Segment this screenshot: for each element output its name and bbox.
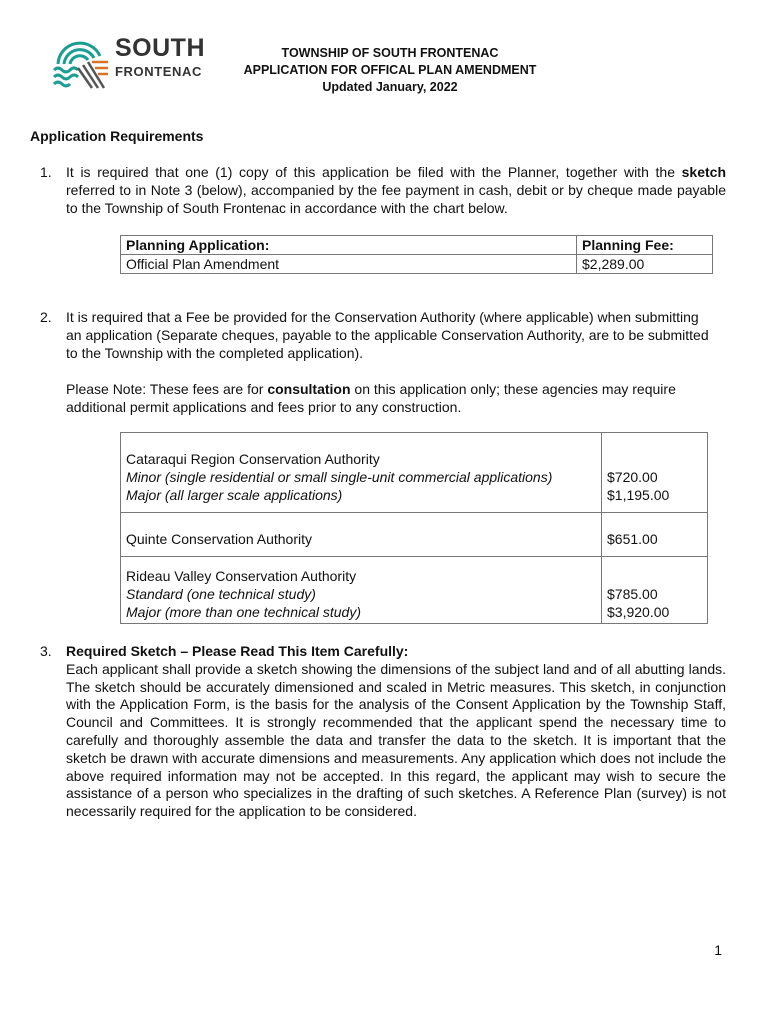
item-text: It is required that a Fee be provided for the Conservation Authority (where applicable) when submitting an application (Separate cheques, payable to the applicable Conservation Authority, are to be submitted to the Township with the completed application). — [66, 309, 709, 361]
logo-text-frontenac: FRONTENAC — [115, 64, 203, 79]
fee-amount: $785.00 — [607, 586, 658, 602]
fee-amount: $651.00 — [602, 513, 708, 557]
fee-label: Minor (single residential or small single-unit commercial applications) — [126, 469, 553, 485]
item-1 — [40, 163, 726, 217]
table-cell: Official Plan Amendment — [121, 255, 577, 274]
item-title: Required Sketch – Please Read This Item Carefully: — [66, 643, 409, 659]
authority-name: Quinte Conservation Authority — [121, 513, 602, 557]
authority-name: Cataraqui Region Conservation Authority — [126, 451, 380, 467]
planning-fee-table — [120, 235, 713, 274]
item-number: 3. — [40, 643, 52, 659]
item-3 — [40, 643, 726, 821]
page-number: 1 — [714, 942, 722, 958]
header-line-2: APPLICATION FOR OFFICAL PLAN AMENDMENT — [243, 63, 537, 77]
table-header: Planning Fee: — [577, 236, 713, 255]
table-header: Planning Application: — [121, 236, 577, 255]
document-header — [200, 45, 580, 96]
item-bold: sketch — [681, 164, 726, 180]
header-line-3: Updated January, 2022 — [322, 80, 458, 94]
logo-text-south: SOUTH — [115, 34, 205, 62]
table-row — [121, 557, 708, 624]
header-line-1: TOWNSHIP OF SOUTH FRONTENAC — [281, 46, 499, 60]
south-frontenac-logo — [50, 32, 220, 92]
item-text: Each applicant shall provide a sketch showing the dimensions of the subject land and of all abutting lands. The sketch should be accurately dimensioned and scaled in Metric measures. This sketch, in conjunction with the Application Form, is the basis for the analysis of the Consent Application by the Township Staff, Council and Committees. It is strongly recommended that the applicant spend the necessary time to carefully and thoroughly assemble the data and transfer the data to the sketch. It is important that the sketch be drawn with accurate dimensions and measurements. Any application which does not include the above required information may not be accepted. In this regard, the applicant may wish to secure the assistance of a person who specializes in the drafting of such sketches. A Reference Plan (survey) is not necessarily required for the application to be considered. — [66, 660, 726, 820]
fee-amount: $1,195.00 — [607, 487, 670, 503]
note-bold: consultation — [267, 381, 351, 397]
item-text: It is required that one (1) copy of this application be filed with the Planner, together with the — [66, 164, 682, 180]
table-row — [121, 433, 708, 513]
item-2 — [40, 308, 716, 416]
table-cell: $2,289.00 — [577, 255, 713, 274]
fee-label: Major (all larger scale applications) — [126, 487, 343, 503]
section-title: Application Requirements — [30, 128, 204, 144]
table-row — [121, 513, 708, 557]
item-number: 1. — [40, 164, 52, 180]
conservation-fee-table — [120, 432, 708, 624]
item-text: referred to in Note 3 (below), accompanied by the fee payment in cash, debit or by cheque made payable to the Township of South Frontenac in accordance with the chart below. — [66, 182, 726, 216]
authority-name: Rideau Valley Conservation Authority — [126, 568, 357, 584]
fee-label: Standard (one technical study) — [126, 586, 316, 602]
fee-amount: $720.00 — [607, 469, 658, 485]
note-text: on this application only; these agencies may require additional permit applications and fees prior to any construction. — [66, 381, 676, 415]
fee-label: Major (more than one technical study) — [126, 604, 361, 620]
note-text: Please Note: These fees are for — [66, 381, 268, 397]
item-number: 2. — [40, 309, 52, 325]
fee-amount: $3,920.00 — [607, 604, 670, 620]
item-note — [66, 380, 716, 416]
logo-mark-icon — [50, 32, 110, 92]
